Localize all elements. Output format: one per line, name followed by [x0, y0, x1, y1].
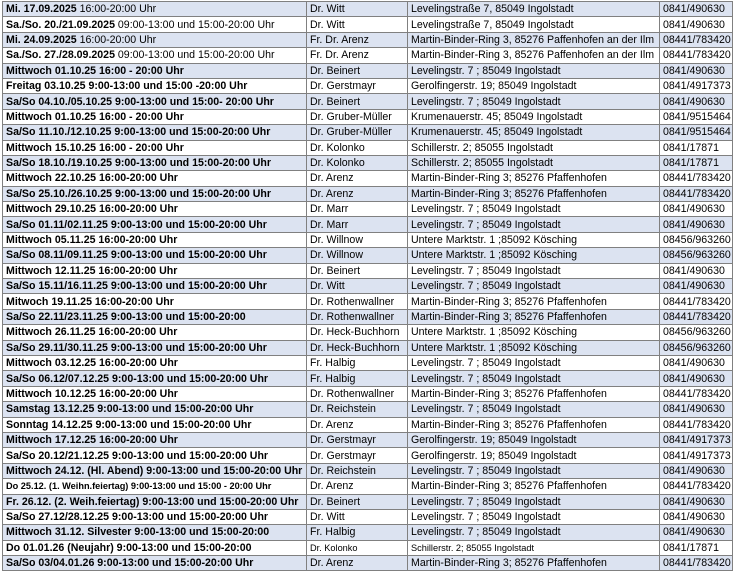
table-row	[3, 171, 733, 186]
address-cell: Martin-Binder-Ring 3; 85276 Pfaffenhofen	[408, 386, 660, 401]
doctor-cell: Dr. Marr	[307, 202, 408, 217]
table-row	[3, 186, 733, 201]
doctor-cell: Dr. Heck-Buchhorn	[307, 325, 408, 340]
date-time-cell	[3, 94, 307, 109]
address-cell: Levelingstr. 7 ; 85049 Ingolstadt	[408, 371, 660, 386]
date-time-cell	[3, 17, 307, 32]
date-time-cell	[3, 309, 307, 324]
address-cell: Martin-Binder-Ring 3; 85276 Pfaffenhofen	[408, 294, 660, 309]
doctor-cell: Dr. Arenz	[307, 479, 408, 494]
date-label: Sa/So 20.12/21.12.25 9:00-13:00 und 15:00-20:00 Uhr	[6, 449, 269, 462]
table-row	[3, 448, 733, 463]
table-row	[3, 371, 733, 386]
phone-cell: 0841/490630	[660, 494, 733, 509]
date-label: Mittwoch 29.10.25 16:00-20:00 Uhr	[6, 203, 178, 216]
address-cell: Gerolfingerstr. 19; 85049 Ingolstadt	[408, 448, 660, 463]
phone-cell: 08456/963260	[660, 340, 733, 355]
time-label: 16:00-20:00 Uhr	[76, 33, 157, 46]
date-time-cell	[3, 248, 307, 263]
table-row	[3, 63, 733, 78]
phone-cell: 08441/783420	[660, 309, 733, 324]
table-row	[3, 279, 733, 294]
date-time-cell	[3, 155, 307, 170]
table-row	[3, 355, 733, 370]
date-label: Do 01.01.26 (Neujahr) 9:00-13:00 und 15:00-20:00	[6, 541, 252, 554]
address-cell: Gerolfingerstr. 19; 85049 Ingolstadt	[408, 78, 660, 93]
doctor-cell: Dr. Beinert	[307, 494, 408, 509]
date-label: Sa/So 04.10./05.10.25 9:00-13:00 und 15:00- 20:00 Uhr	[6, 95, 274, 108]
phone-cell: 0841/490630	[660, 402, 733, 417]
date-time-cell	[3, 402, 307, 417]
address-cell: Levelingstr. 7 ; 85049 Ingolstadt	[408, 202, 660, 217]
address-cell: Levelingstr. 7 ; 85049 Ingolstadt	[408, 94, 660, 109]
doctor-cell: Dr. Kolonko	[307, 155, 408, 170]
date-time-cell	[3, 109, 307, 124]
doctor-cell: Dr. Heck-Buchhorn	[307, 340, 408, 355]
address-cell: Levelingstr. 7 ; 85049 Ingolstadt	[408, 402, 660, 417]
emergency-duty-table	[2, 1, 733, 571]
date-label: Sonntag 14.12.25 9:00-13:00 und 15:00-20:00 Uhr	[6, 418, 252, 431]
table-row	[3, 94, 733, 109]
date-time-cell	[3, 217, 307, 232]
time-label: 09:00-13:00 und 15:00-20:00 Uhr	[114, 49, 275, 62]
date-time-cell	[3, 340, 307, 355]
address-cell: Schillerstr. 2; 85055 Ingolstadt	[408, 540, 660, 555]
date-label: Sa./So. 27./28.09.2025	[6, 49, 115, 62]
phone-cell: 08441/783420	[660, 479, 733, 494]
date-time-cell	[3, 140, 307, 155]
table-row	[3, 525, 733, 540]
date-label: Mittwoch 22.10.25 16:00-20:00 Uhr	[6, 172, 178, 185]
table-row	[3, 432, 733, 447]
phone-cell: 0841/490630	[660, 94, 733, 109]
date-time-cell	[3, 463, 307, 478]
date-label: Sa/So 15.11/16.11.25 9:00-13:00 und 15:00-20:00 Uhr	[6, 280, 267, 293]
date-label: Mittwoch 01.10.25 16:00 - 20:00 Uhr	[6, 64, 184, 77]
address-cell: Levelingstr. 7 ; 85049 Ingolstadt	[408, 355, 660, 370]
date-label: Mi. 24.09.2025	[6, 33, 77, 46]
table-row	[3, 17, 733, 32]
table-row	[3, 109, 733, 124]
table-row	[3, 232, 733, 247]
date-time-cell	[3, 386, 307, 401]
phone-cell: 0841/490630	[660, 217, 733, 232]
table-body	[3, 2, 733, 571]
doctor-cell: Fr. Dr. Arenz	[307, 48, 408, 63]
address-cell: Levelingstraße 7, 85049 Ingolstadt	[408, 2, 660, 17]
phone-cell: 0841/490630	[660, 263, 733, 278]
doctor-cell: Dr. Gruber-Müller	[307, 125, 408, 140]
table-row	[3, 309, 733, 324]
address-cell: Martin-Binder-Ring 3; 85276 Pfaffenhofen	[408, 171, 660, 186]
address-cell: Levelingstr. 7 ; 85049 Ingolstadt	[408, 217, 660, 232]
phone-cell: 0841/4917373	[660, 432, 733, 447]
doctor-cell: Dr. Kolonko	[307, 140, 408, 155]
phone-cell: 08441/783420	[660, 171, 733, 186]
date-label: Sa/So 03/04.01.26 9:00-13:00 und 15:00-20:00 Uhr	[6, 557, 254, 570]
doctor-cell: Dr. Gerstmayr	[307, 432, 408, 447]
address-cell: Martin-Binder-Ring 3, 85276 Paffenhofen an der Ilm	[408, 32, 660, 47]
date-label: Mittwoch 15.10.25 16:00 - 20:00 Uhr	[6, 141, 184, 154]
date-label: Mitwoch 19.11.25 16:00-20:00 Uhr	[6, 295, 174, 308]
date-time-cell	[3, 448, 307, 463]
table-row	[3, 417, 733, 432]
doctor-cell: Dr. Arenz	[307, 171, 408, 186]
date-label: Mittwoch 10.12.25 16:00-20:00 Uhr	[6, 387, 178, 400]
phone-cell: 08441/783420	[660, 556, 733, 571]
date-time-cell	[3, 279, 307, 294]
doctor-cell: Dr. Witt	[307, 279, 408, 294]
date-time-cell	[3, 125, 307, 140]
table-row	[3, 294, 733, 309]
address-cell: Untere Marktstr. 1 ;85092 Kösching	[408, 325, 660, 340]
address-cell: Levelingstr. 7 ; 85049 Ingolstadt	[408, 525, 660, 540]
date-time-cell	[3, 171, 307, 186]
address-cell: Martin-Binder-Ring 3; 85276 Pfaffenhofen	[408, 186, 660, 201]
date-time-cell	[3, 78, 307, 93]
address-cell: Levelingstr. 7 ; 85049 Ingolstadt	[408, 263, 660, 278]
table-row	[3, 509, 733, 524]
date-time-cell	[3, 32, 307, 47]
table-row	[3, 140, 733, 155]
address-cell: Levelingstr. 7 ; 85049 Ingolstadt	[408, 63, 660, 78]
date-label: Mittwoch 05.11.25 16:00-20:00 Uhr	[6, 234, 178, 247]
doctor-cell: Fr. Halbig	[307, 371, 408, 386]
table-row	[3, 217, 733, 232]
date-label: Sa/So 29.11/30.11.25 9:00-13:00 und 15:00-20:00 Uhr	[6, 341, 267, 354]
table-row	[3, 248, 733, 263]
date-label: Freitag 03.10.25 9:00-13:00 und 15:00 -20:00 Uhr	[6, 80, 248, 93]
address-cell: Martin-Binder-Ring 3; 85276 Pfaffenhofen	[408, 309, 660, 324]
phone-cell: 08441/783420	[660, 294, 733, 309]
date-label: Sa/So 25.10./26.10.25 9:00-13:00 und 15:00-20:00 Uhr	[6, 187, 271, 200]
date-time-cell	[3, 355, 307, 370]
phone-cell: 0841/490630	[660, 371, 733, 386]
date-label: Mittwoch 17.12.25 16:00-20:00 Uhr	[6, 434, 178, 447]
date-time-cell	[3, 294, 307, 309]
phone-cell: 0841/490630	[660, 525, 733, 540]
date-label: Sa/So 01.11/02.11.25 9:00-13:00 und 15:00-20:00 Uhr	[6, 218, 267, 231]
table-row	[3, 386, 733, 401]
phone-cell: 0841/490630	[660, 202, 733, 217]
date-label: Mittwoch 26.11.25 16:00-20:00 Uhr	[6, 326, 178, 339]
table-row	[3, 402, 733, 417]
time-label: 09:00-13:00 und 15:00-20:00 Uhr	[114, 18, 275, 31]
phone-cell: 08441/783420	[660, 32, 733, 47]
table-row	[3, 463, 733, 478]
address-cell: Untere Marktstr. 1 ;85092 Kösching	[408, 232, 660, 247]
date-time-cell	[3, 417, 307, 432]
date-label: Mittwoch 01.10.25 16:00 - 20:00 Uhr	[6, 110, 184, 123]
phone-cell: 0841/490630	[660, 463, 733, 478]
date-label: Sa/So 11.10./12.10.25 9:00-13:00 und 15:00-20:00 Uhr	[6, 126, 271, 139]
doctor-cell: Dr. Witt	[307, 17, 408, 32]
table-row	[3, 155, 733, 170]
phone-cell: 0841/490630	[660, 279, 733, 294]
address-cell: Schillerstr. 2; 85055 Ingolstadt	[408, 140, 660, 155]
table-row	[3, 479, 733, 494]
date-label: Do 25.12. (1. Weihn.feiertag) 9:00-13:00 und 15:00 - 20:00 Uhr	[6, 481, 272, 492]
date-label: Sa/So 27.12/28.12.25 9:00-13:00 und 15:00-20:00 Uhr	[6, 511, 269, 524]
phone-cell: 08456/963260	[660, 232, 733, 247]
phone-cell: 08441/783420	[660, 48, 733, 63]
doctor-cell: Dr. Willnow	[307, 232, 408, 247]
date-label: Mittwoch 31.12. Silvester 9:00-13:00 und 15:00-20:00	[6, 526, 270, 539]
address-cell: Krumenauerstr. 45; 85049 Ingolstadt	[408, 109, 660, 124]
doctor-cell: Dr. Beinert	[307, 263, 408, 278]
phone-cell: 0841/490630	[660, 355, 733, 370]
address-cell: Martin-Binder-Ring 3; 85276 Pfaffenhofen	[408, 479, 660, 494]
doctor-cell: Dr. Gerstmayr	[307, 448, 408, 463]
date-label: Sa/So 18.10./19.10.25 9:00-13:00 und 15:00-20:00 Uhr	[6, 157, 271, 170]
date-label: Sa/So 06.12/07.12.25 9:00-13:00 und 15:00-20:00 Uhr	[6, 372, 269, 385]
phone-cell: 08456/963260	[660, 248, 733, 263]
doctor-cell: Dr. Witt	[307, 509, 408, 524]
address-cell: Levelingstr. 7 ; 85049 Ingolstadt	[408, 494, 660, 509]
phone-cell: 0841/490630	[660, 509, 733, 524]
date-time-cell	[3, 432, 307, 447]
table-row	[3, 494, 733, 509]
doctor-cell: Dr. Reichstein	[307, 402, 408, 417]
date-time-cell	[3, 494, 307, 509]
phone-cell: 0841/9515464	[660, 125, 733, 140]
date-time-cell	[3, 63, 307, 78]
date-time-cell	[3, 186, 307, 201]
date-label: Mittwoch 03.12.25 16:00-20:00 Uhr	[6, 357, 178, 370]
date-label: Sa/So 08.11/09.11.25 9:00-13:00 und 15:00-20:00 Uhr	[6, 249, 267, 262]
table-row	[3, 78, 733, 93]
table-row	[3, 32, 733, 47]
doctor-cell: Dr. Rothenwallner	[307, 386, 408, 401]
table-row	[3, 340, 733, 355]
date-label: Fr. 26.12. (2. Weih.feiertag) 9:00-13:00 und 15:00-20:00 Uhr	[6, 495, 299, 508]
table-row	[3, 202, 733, 217]
date-time-cell	[3, 263, 307, 278]
phone-cell: 0841/9515464	[660, 109, 733, 124]
date-time-cell	[3, 525, 307, 540]
phone-cell: 0841/4917373	[660, 78, 733, 93]
doctor-cell: Dr. Arenz	[307, 186, 408, 201]
address-cell: Gerolfingerstr. 19; 85049 Ingolstadt	[408, 432, 660, 447]
address-cell: Untere Marktstr. 1 ;85092 Kösching	[408, 340, 660, 355]
time-label: 16:00-20:00 Uhr	[76, 3, 157, 16]
doctor-cell: Dr. Witt	[307, 2, 408, 17]
date-label: Mittwoch 12.11.25 16:00-20:00 Uhr	[6, 264, 178, 277]
address-cell: Martin-Binder-Ring 3; 85276 Pfaffenhofen	[408, 556, 660, 571]
table-row	[3, 125, 733, 140]
phone-cell: 0841/4917373	[660, 448, 733, 463]
phone-cell: 0841/17871	[660, 140, 733, 155]
table-row	[3, 540, 733, 555]
doctor-cell: Fr. Halbig	[307, 525, 408, 540]
date-time-cell	[3, 48, 307, 63]
address-cell: Martin-Binder-Ring 3, 85276 Paffenhofen an der Ilm	[408, 48, 660, 63]
address-cell: Levelingstraße 7, 85049 Ingolstadt	[408, 17, 660, 32]
doctor-cell: Dr. Beinert	[307, 94, 408, 109]
doctor-cell: Dr. Beinert	[307, 63, 408, 78]
table-row	[3, 2, 733, 17]
address-cell: Levelingstr. 7 ; 85049 Ingolstadt	[408, 463, 660, 478]
address-cell: Krumenauerstr. 45; 85049 Ingolstadt	[408, 125, 660, 140]
doctor-cell: Dr. Gruber-Müller	[307, 109, 408, 124]
date-label: Sa/So 22.11/23.11.25 9:00-13:00 und 15:00-20:00	[6, 311, 246, 323]
address-cell: Untere Marktstr. 1 ;85092 Kösching	[408, 248, 660, 263]
phone-cell: 0841/17871	[660, 540, 733, 555]
phone-cell: 08441/783420	[660, 386, 733, 401]
date-time-cell	[3, 509, 307, 524]
date-time-cell	[3, 540, 307, 555]
address-cell: Levelingstr. 7 ; 85049 Ingolstadt	[408, 509, 660, 524]
phone-cell: 0841/490630	[660, 2, 733, 17]
doctor-cell: Dr. Rothenwallner	[307, 294, 408, 309]
doctor-cell: Dr. Kolonko	[307, 540, 408, 555]
table-row	[3, 48, 733, 63]
doctor-cell: Fr. Halbig	[307, 355, 408, 370]
doctor-cell: Dr. Rothenwallner	[307, 309, 408, 324]
doctor-cell: Fr. Dr. Arenz	[307, 32, 408, 47]
date-label: Mittwoch 24.12. (Hl. Abend) 9:00-13:00 und 15:00-20:00 Uhr	[6, 464, 303, 477]
date-label: Mi. 17.09.2025	[6, 3, 77, 16]
phone-cell: 08441/783420	[660, 186, 733, 201]
date-time-cell	[3, 479, 307, 494]
doctor-cell: Dr. Gerstmayr	[307, 78, 408, 93]
date-time-cell	[3, 325, 307, 340]
phone-cell: 0841/490630	[660, 17, 733, 32]
doctor-cell: Dr. Willnow	[307, 248, 408, 263]
address-cell: Martin-Binder-Ring 3; 85276 Pfaffenhofen	[408, 417, 660, 432]
doctor-cell: Dr. Reichstein	[307, 463, 408, 478]
phone-cell: 0841/490630	[660, 63, 733, 78]
address-cell: Levelingstr. 7 ; 85049 Ingolstadt	[408, 279, 660, 294]
table-row	[3, 263, 733, 278]
date-time-cell	[3, 371, 307, 386]
doctor-cell: Dr. Arenz	[307, 417, 408, 432]
doctor-cell: Dr. Arenz	[307, 556, 408, 571]
doctor-cell: Dr. Marr	[307, 217, 408, 232]
date-time-cell	[3, 232, 307, 247]
date-label: Samstag 13.12.25 9:00-13:00 und 15:00-20:00 Uhr	[6, 403, 254, 416]
phone-cell: 08441/783420	[660, 417, 733, 432]
address-cell: Schillerstr. 2; 85055 Ingolstadt	[408, 155, 660, 170]
phone-cell: 08456/963260	[660, 325, 733, 340]
date-time-cell	[3, 202, 307, 217]
date-label: Sa./So. 20./21.09.2025	[6, 18, 115, 31]
table-row	[3, 325, 733, 340]
phone-cell: 0841/17871	[660, 155, 733, 170]
date-time-cell	[3, 2, 307, 17]
